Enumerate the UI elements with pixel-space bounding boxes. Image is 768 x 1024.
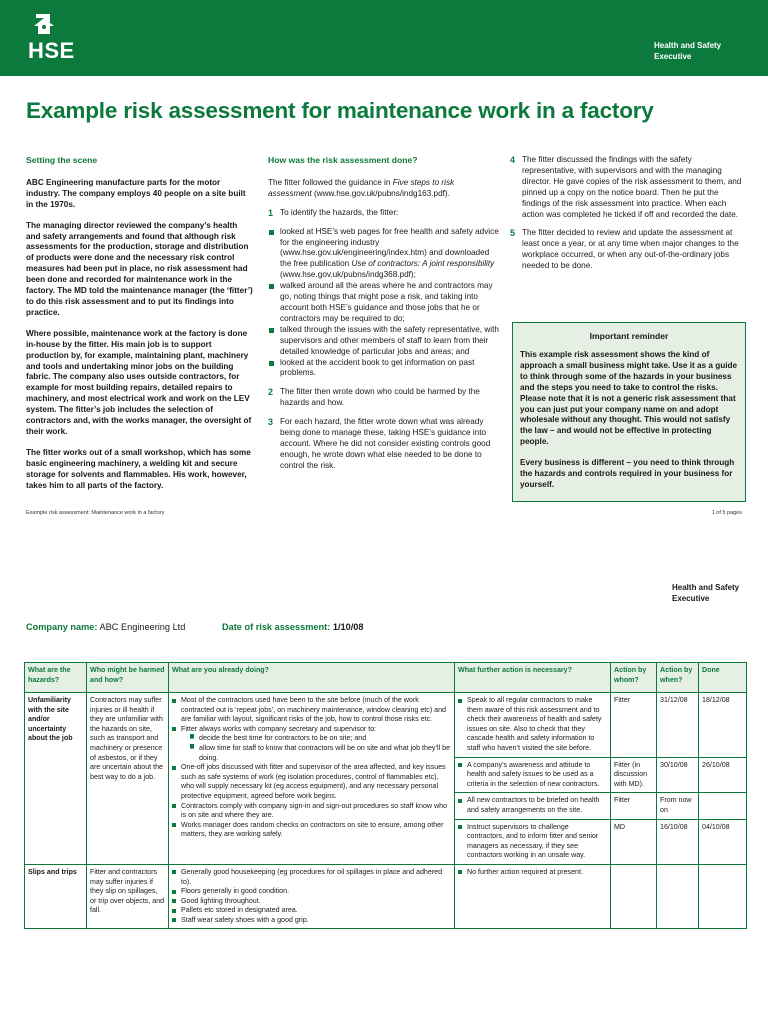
page-title: Example risk assessment for maintenance work in a factory (26, 98, 654, 123)
by-when-cell: 31/12/08 (657, 693, 699, 758)
list-item: No further action required at present. (458, 868, 607, 878)
company-name: Company name: ABC Engineering Ltd (26, 622, 186, 632)
org-name-page2: Health and Safety Executive (672, 583, 740, 603)
table-row (25, 693, 747, 758)
by-whom-cell: MD (611, 819, 657, 864)
list-item: All new contractors to be briefed on health and safety arrangements on the site. (458, 796, 607, 815)
header-doing: What are you already doing? (169, 663, 455, 693)
further-cell (455, 693, 611, 758)
list-item: Instruct supervisors to challenge contractors, and to inform fitter and senior managers as necessary, if they see contractors working in an unsafe way. (458, 823, 607, 861)
done-cell (699, 864, 747, 929)
header-by-when: Action by when? (657, 663, 699, 693)
list-item: Fitter always works with company secretary and supervisor to: – decide the best time for contractors to be on site; and – allow time for staff to know that contractors will be on site and what job they’ll be doing. (172, 725, 451, 763)
hse-logo-text: HSE (28, 38, 75, 63)
list-item: Staff wear safety shoes with a good grip. (172, 916, 451, 926)
step-3: 3 For each hazard, the fitter wrote down what was already being done to manage these, taking HSE’s guidance into account. Where he did not consider existing controls good enough, he wrote down what else needed to be done to control the risk. (268, 417, 491, 470)
reminder-heading: Important reminder (589, 331, 669, 341)
list-item: looked at the accident book to get information on past problems. (268, 358, 500, 380)
list-item: – allow time for staff to know that contractors will be on site and what job they’ll be doing. (190, 744, 451, 763)
done-cell: 18/12/08 (699, 693, 747, 758)
list-item: Most of the contractors used have been to the site before (much of the work contracted out is ‘repeat jobs’, on machinery maintenance, window cleaning etc) and are familiar with layout, significant risks of the job, how to control those risks etc. (172, 696, 451, 725)
step-1-bullets (268, 227, 500, 380)
header-further: What further action is necessary? (455, 663, 611, 693)
how-intro: The fitter followed the guidance in Five steps to risk assessment (www.hse.gov.uk/pubns/indg163.pdf). (268, 177, 455, 198)
by-when-cell: 30/10/08 (657, 757, 699, 793)
by-when-cell: 16/10/08 (657, 819, 699, 864)
list-item: One-off jobs discussed with fitter and supervisor of the area affected, and key issues such as safe systems of work (eg isolation procedures, control of flammables etc), who will supply necessary kit (eg access equipment), and any necessary personal protective equipment, agreed before work begins. (172, 763, 451, 801)
hazard-cell: Unfamiliarity with the site and/or uncertainty about the job (25, 693, 87, 865)
list-item: walked around all the areas where he and contractors may go, noting things that might pose a risk, and taking into account both HSE’s guidance and those jobs that he or contractors may be required to do; (268, 281, 500, 325)
header-hazards: What are the hazards? (25, 663, 87, 693)
list-item: A company’s awareness and attitude to health and safety issues to be used as a criteria in the selection of new contractors. (458, 761, 607, 790)
list-item: Contractors comply with company sign-in and sign-out procedures so staff know who is on site and where they are. (172, 802, 451, 821)
scene-paragraph: Where possible, maintenance work at the factory is done in-house by the fitter. His main job is to support production by, for example, maintaining plant, machinery and tools and undertaking minor jobs on the building fabric. The company also uses outside contractors, for example for most building repairs, detailed repairs to machinery, and most electrical work and work on the LEV system. The fitter’s job includes the selection of contractors and, with the works manager, the oversight of their work. (26, 328, 252, 436)
footer-doc-title: Example risk assessment: Maintenance work in a factory (26, 510, 165, 516)
footer-page-number: 1 of 5 pages (711, 510, 742, 516)
by-when-cell (657, 864, 699, 929)
scene-column (26, 155, 254, 501)
how-column (268, 155, 500, 480)
list-item: Generally good housekeeping (eg procedures for oil spillages in place and adhered to). (172, 868, 451, 887)
list-item: Pallets etc stored in designated area. (172, 906, 451, 916)
header-by-whom: Action by whom? (611, 663, 657, 693)
by-when-cell: From now on (657, 793, 699, 819)
by-whom-cell: Fitter (in discussion with MD). (611, 757, 657, 793)
who-cell: Fitter and contractors may suffer injuries if they slip on spillages, or trip over objects, and fall. (87, 864, 169, 929)
scene-paragraph: The managing director reviewed the company’s health and safety arrangements and found that although risk assessments for the production, storage and distribution of products were done and the necessary risk control measures had been put in place, no risk assessment had been done and recorded for maintenance work in the factory. The MD told the maintenance manager (the ‘fitter’) to do this risk assessment and to put its findings into practice. (26, 220, 253, 317)
risk-assessment-table (24, 662, 747, 929)
step-2: 2 The fitter then wrote down who could be harmed by the hazards and how. (268, 387, 480, 408)
scene-paragraph: ABC Engineering manufacture parts for the motor industry. The company employs 40 people on a site built in the 1970s. (26, 177, 246, 209)
doing-cell (169, 693, 455, 865)
hse-banner (0, 0, 768, 76)
org-name: Health and Safety Executive (654, 41, 722, 61)
header-who: Who might be harmed and how? (87, 663, 169, 693)
by-whom-cell: Fitter (611, 693, 657, 758)
reminder-paragraph: This example risk assessment shows the kind of approach a small business might take. Use it as a guide to think through some of the hazards in your business and the steps you need to take to control the risks. Please note that it is not a generic risk assessment that you can just put your company name on and adopt wholesale without any thought. This would not satisfy the law – and would not be effective in protecting people. (520, 350, 738, 447)
assessment-date: Date of risk assessment: 1/10/08 (222, 622, 364, 632)
table-row (25, 864, 747, 929)
further-cell (455, 864, 611, 929)
list-item: Good lighting throughout. (172, 897, 451, 907)
done-cell: 04/10/08 (699, 819, 747, 864)
reminder-paragraph: Every business is different – you need to think through the hazards and controls required in your business for yourself. (520, 458, 735, 489)
table-header-row (25, 663, 747, 693)
how-heading: How was the risk assessment done? (268, 155, 418, 165)
step-4: 4 The fitter discussed the findings with the safety representative, with supervisors and with the managing director. He gave copies of the risk assessment to them, and pinned up a copy on the notice board. Then he put the findings of the risk assessment into practice. When each action was completed he ticked if off and recorded the date. (510, 155, 742, 219)
further-cell (455, 757, 611, 793)
scene-paragraph: The fitter works out of a small workshop, which has some basic engineering machinery, a welding kit and secure storage for solvents and flammables. His work, however, takes him to all parts of the factory. (26, 447, 251, 490)
list-item: looked at HSE’s web pages for free health and safety advice for the engineering industry (www.hse.gov.uk/engineering/index.htm) and downloaded the free publication Use of contractors: A joint responsibility (www.hse.gov.uk/pubns/indg368.pdf); (268, 227, 500, 282)
header-done: Done (699, 663, 747, 693)
list-item: Works manager does random checks on contractors on site to ensure, among other matters, they are working safely. (172, 821, 451, 840)
list-item: talked through the issues with the safety representative, with supervisors and other members of staff to learn from their detailed knowledge of particular jobs and areas; and (268, 325, 500, 358)
done-cell: 26/10/08 (699, 757, 747, 793)
hazard-cell: Slips and trips (25, 864, 87, 929)
doing-cell (169, 864, 455, 929)
step-1: 1 To identify the hazards, the fitter: (268, 207, 399, 218)
list-item: – decide the best time for contractors to be on site; and (190, 734, 451, 744)
list-item: Floors generally in good condition. (172, 887, 451, 897)
further-cell (455, 793, 611, 819)
by-whom-cell: Fitter (611, 793, 657, 819)
list-item: Speak to all regular contractors to make them aware of this risk assessment and to check their awareness of health and safety issues on site. Also to check that they cascade health and safety information to staff who haven’t visited the site before. (458, 696, 607, 754)
further-cell (455, 819, 611, 864)
done-cell (699, 793, 747, 819)
by-whom-cell (611, 864, 657, 929)
steps-column (510, 155, 746, 280)
who-cell: Contractors may suffer injuries or ill health if they are unfamiliar with the hazards on site, such as transport and machinery or presence of asbestos, or if they are uncertain about the best way to do a job. (87, 693, 169, 865)
important-reminder-box (512, 322, 746, 502)
step-5: 5 The fitter decided to review and update the assessment at least once a year, or at any time when major changes to the workplace occurred, or when any out-of-the-ordinary jobs needed to be done. (510, 228, 739, 271)
scene-heading: Setting the scene (26, 155, 98, 165)
